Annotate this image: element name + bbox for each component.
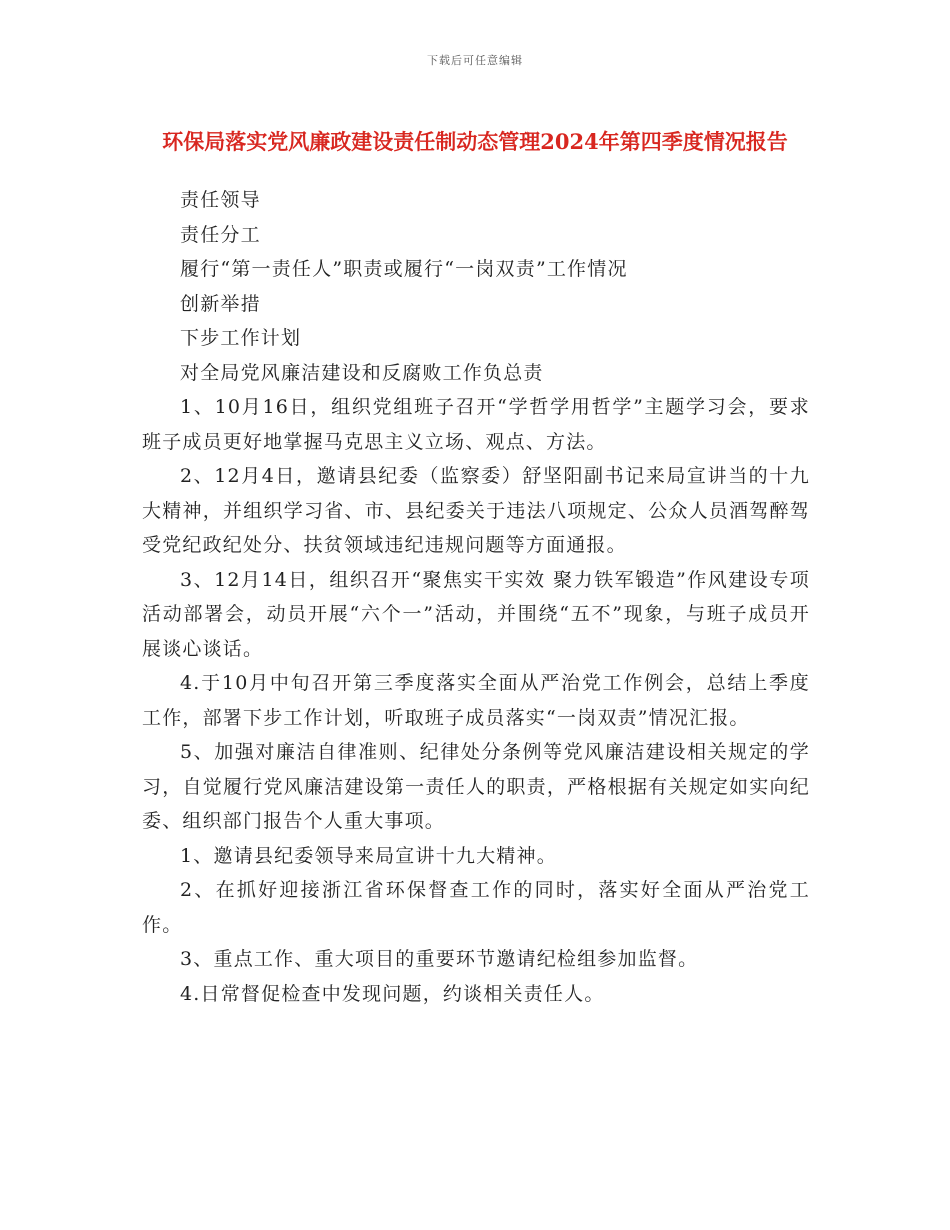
paragraph: 履行“第一责任人”职责或履行“一岗双责”工作情况 [180,258,628,280]
paragraph: 1、10月16日，组织党组班子召开“学哲学用哲学”主题学习会，要求班子成员更好地掌握马克思主义立场、观点、方法。 [142,396,810,453]
paragraph: 责任分工 [180,223,261,246]
paragraph: 责任领导 [180,189,261,211]
paragraph: 2、12月4日，邀请县纪委（监察委）舒坚阳副书记来局宣讲当的十九大精神，并组织学习省、市、县纪委关于违法八项规定、公众人员酒驾醉驾受党纪政纪处分、扶贫领域违纪违规问题等方面通报。 [142,465,810,556]
paragraph: 对全局党风廉洁建设和反腐败工作负总责 [180,361,544,384]
paragraph: 下步工作计划 [180,327,302,349]
paragraph: 4.日常督促检查中发现问题，约谈相关责任人。 [180,982,605,1005]
page-header-note: 下载后可任意编辑 [427,54,523,67]
paragraph: 4.于10月中旬召开第三季度落实全面从严治党工作例会，总结上季度工作，部署下步工作计划，听取班子成员落实“一岗双责”情况汇报。 [142,672,810,729]
paragraph: 5、加强对廉洁自律准则、纪律处分条例等党风廉洁建设相关规定的学习，自觉履行党风廉洁建设第一责任人的职责，严格根据有关规定如实向纪委、组织部门报告个人重大事项。 [142,741,810,832]
paragraph: 2、在抓好迎接浙江省环保督查工作的同时，落实好全面从严治党工作。 [142,879,810,936]
document-title: 环保局落实党风廉政建设责任制动态管理2024年第四季度情况报告 [162,129,788,155]
paragraph: 3、12月14日，组织召开“聚焦实干实效 聚力铁军锻造”作风建设专项活动部署会，动员开展“六个一”活动，并围绕“五不”现象，与班子成员开展谈心谈话。 [142,568,810,660]
paragraph: 创新举措 [180,292,261,315]
paragraph: 3、重点工作、重大项目的重要环节邀请纪检组参加监督。 [180,948,699,970]
document-body [142,183,810,1011]
paragraph: 1、邀请县纪委领导来局宣讲十九大精神。 [180,844,557,867]
